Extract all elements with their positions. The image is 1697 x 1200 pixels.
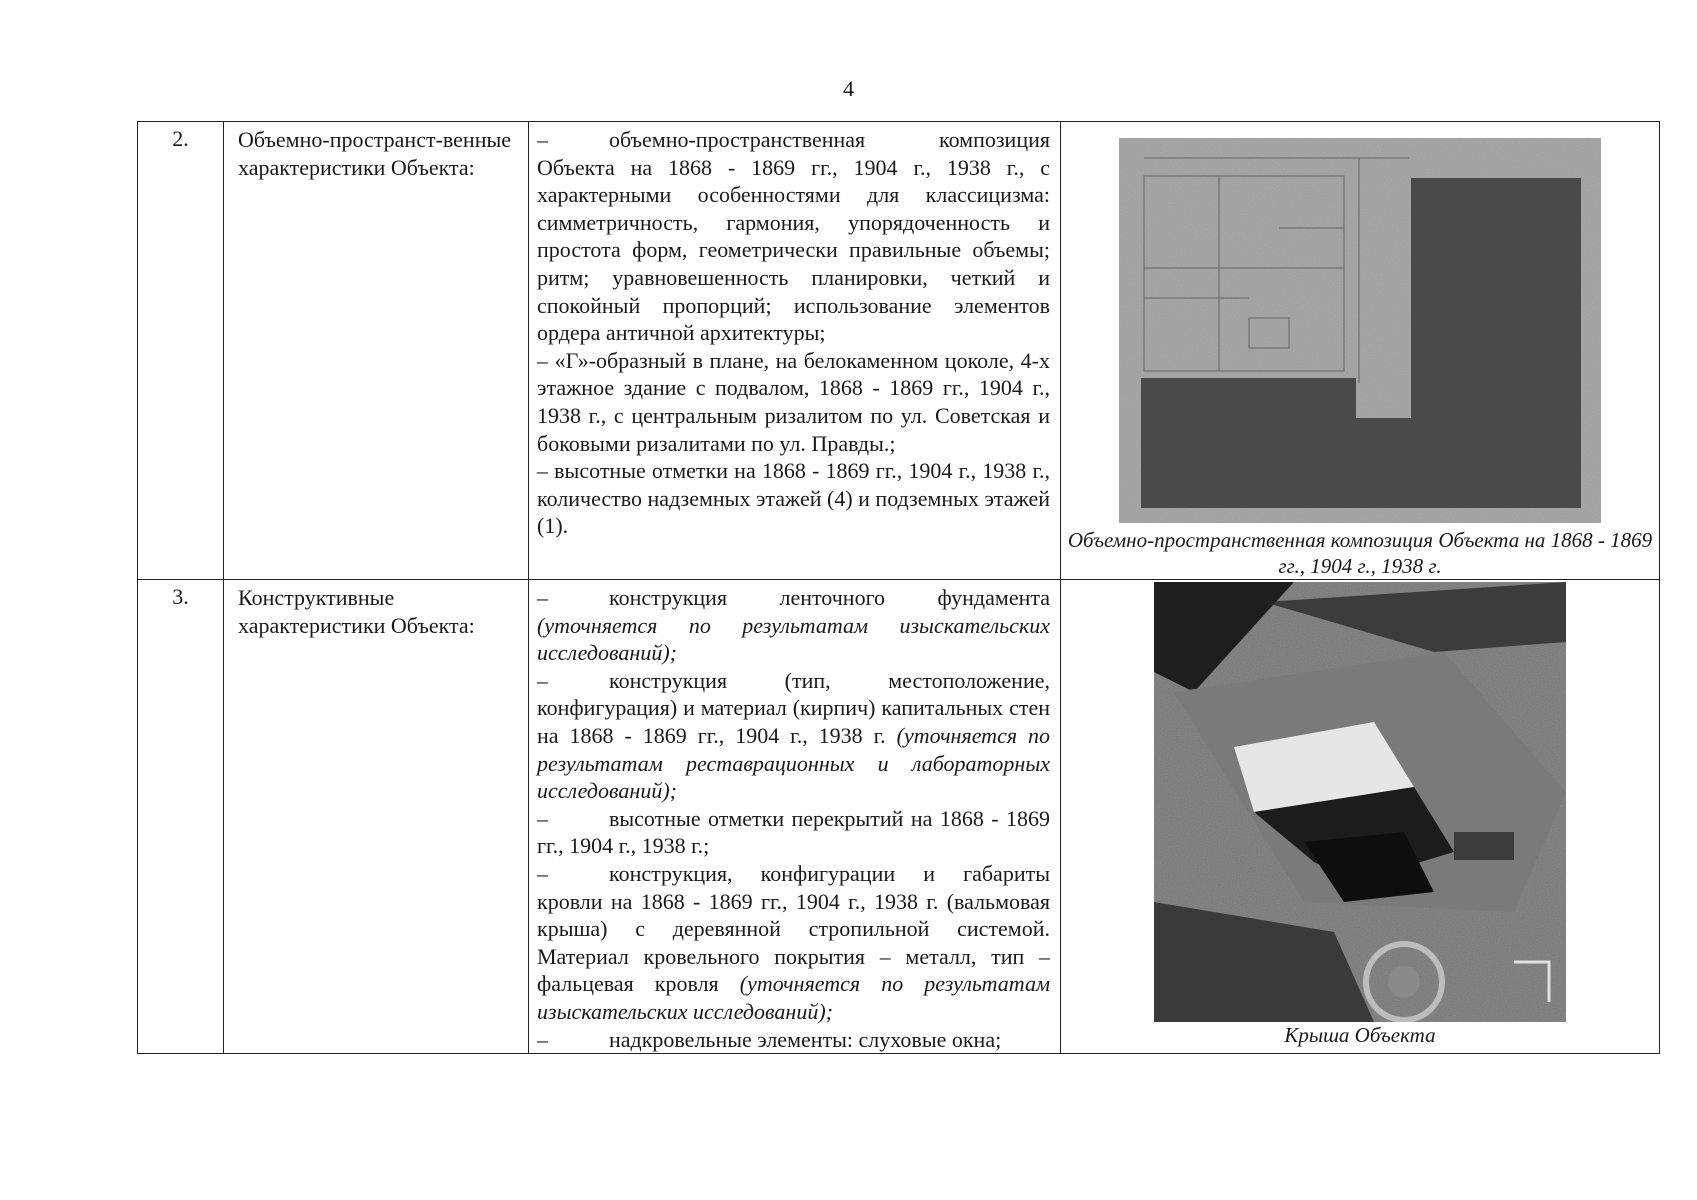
page-number: 4	[843, 76, 854, 101]
list-item: – высотные отметки на 1868 - 1869 гг., 1904 г., 1938 г., количество надземных этажей (4) и подземных этажей (1).	[537, 458, 1050, 539]
list-item: – конструкция ленточного фундамента (уточняется по результатам изыскательских исследований);	[537, 585, 1050, 666]
table-row	[138, 580, 1660, 1054]
row-description	[529, 122, 1061, 580]
list-item: – объемно-пространственная композиция Объекта на 1868 - 1869 гг., 1904 г., 1938 г., с характерными особенностями для классицизма: симметричность, гармония, упорядоченность и простота форм, геометрически правильные объемы; ритм; уравновешенность планировки, четкий и спокойный пропорций; использование элементов ордера античной архитектуры;	[537, 127, 1050, 346]
row-number: 3.	[138, 580, 224, 1054]
image-caption: Крыша Объекта	[1284, 1023, 1436, 1047]
row-number: 2.	[138, 122, 224, 580]
image-caption: Объемно-пространственная композиция Объекта на 1868 - 1869 гг., 1904 г., 1938 г.	[1067, 528, 1653, 578]
row-description	[529, 580, 1061, 1054]
roof-aerial-image	[1154, 582, 1566, 1022]
list-item: – высотные отметки перекрытий на 1868 - 1869 гг., 1904 г., 1938 г.;	[537, 805, 1050, 859]
list-item: – конструкция, конфигурации и габариты кровли на 1868 - 1869 гг., 1904 г., 1938 г. (вальмовая крыша) с деревянной стропильной системой. Материал кровельного покрытия – металл, тип – фальцевая кровля (уточняется по результатам изыскательских исследований);	[537, 860, 1050, 1024]
floor-plan-image	[1119, 138, 1601, 523]
list-item: – надкровельные элементы: слуховые окна;	[537, 1026, 1002, 1052]
row-title: Конструктивные характеристики Объекта:	[224, 580, 529, 1054]
image-cell	[1061, 122, 1660, 580]
list-item: – «Г»-образный в плане, на белокаменном цоколе, 4-х этажное здание с подвалом, 1868 - 1869 гг., 1904 г., 1938 г., с центральным ризалитом по ул. Советская и боковыми ризалитами по ул. Правды.;	[537, 347, 1050, 456]
image-cell	[1061, 580, 1660, 1054]
list-item: – конструкция (тип, местоположение, конфигурация) и материал (кирпич) капитальных стен на 1868 - 1869 гг., 1904 г., 1938 г. (уточняется по результатам реставрационных и лабораторных исследований);	[537, 667, 1051, 804]
row-title: Объемно-пространст-венные характеристики Объекта:	[224, 122, 529, 580]
characteristics-table	[137, 121, 1660, 1054]
table-row	[138, 122, 1660, 580]
